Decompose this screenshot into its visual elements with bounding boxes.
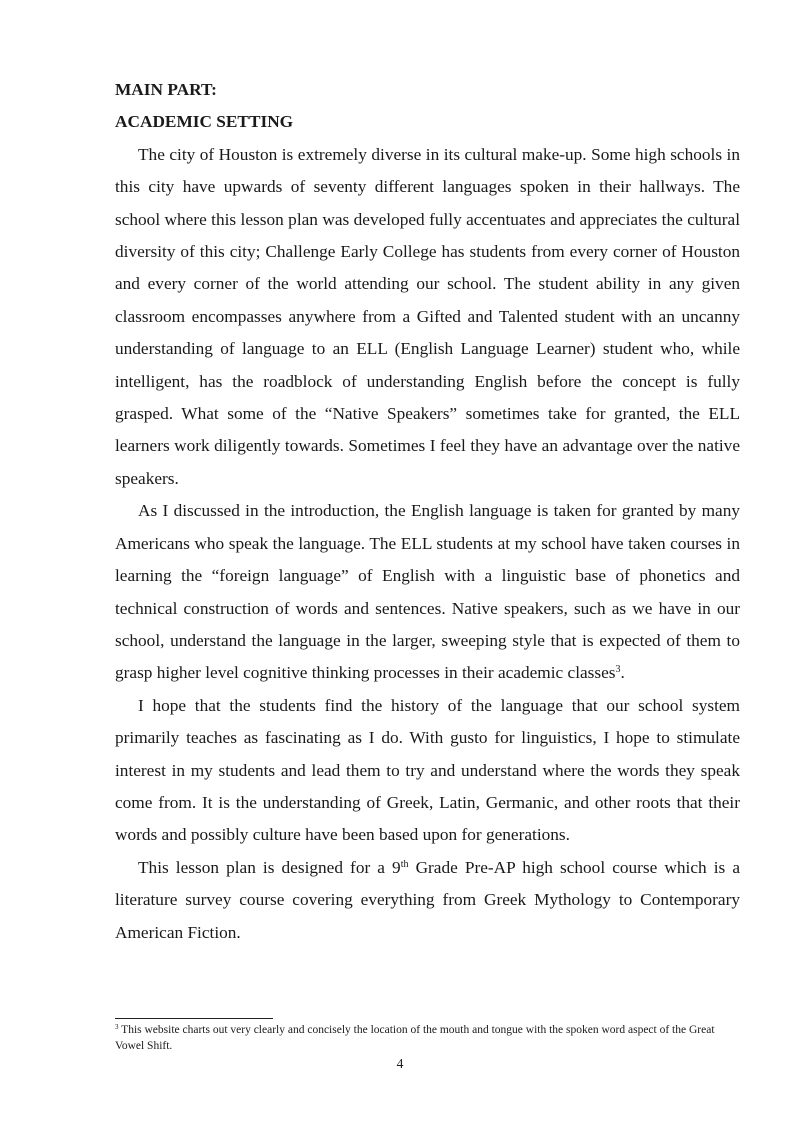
- footnote-text: This website charts out very clearly and concisely the location of the mouth and tongue with the spoken word aspect of the Great Vowel Shift.: [115, 1024, 715, 1052]
- paragraph-text-end: Grade Pre-AP high school course which is a literature survey course covering everything from Greek Mythology to Contemporary American Fiction.: [115, 857, 740, 942]
- footnote-marker: 3: [115, 1023, 119, 1031]
- main-content: [115, 74, 740, 949]
- paragraph-punctuation: .: [620, 663, 625, 683]
- footnote-separator: [115, 1018, 273, 1019]
- footnote: [115, 1023, 740, 1054]
- paragraph-history-of-language: I hope that the students find the history of the language that our school system primarily teaches as fascinating as I do. With gusto for linguistics, I hope to stimulate interest in my students and lead them to try and understand where the words they speak come from. It is the understanding of Greek, Latin, Germanic, and other roots that their words and possibly culture have been based upon for generations.: [115, 695, 740, 845]
- academic-setting-heading: ACADEMIC SETTING: [115, 112, 294, 132]
- ordinal-superscript: th: [400, 858, 409, 870]
- main-part-heading: MAIN PART:: [115, 80, 217, 99]
- paragraph-text-start: This lesson plan is designed for a 9: [138, 857, 401, 877]
- paragraph-english-taken-for-granted: [115, 495, 740, 689]
- page-number: 4: [396, 1056, 404, 1071]
- footnote-reference: 3: [615, 664, 621, 676]
- paragraph-lesson-plan-course: [115, 852, 740, 949]
- paragraph-text: As I discussed in the introduction, the English language is taken for granted by many Americans who speak the language. The ELL students at my school have taken courses in learning the “foreign language” of English with a linguistic base of phonetics and technical construction of words and sentences. Native speakers, such as we have in our school, understand the language in the larger, sweeping style that is expected of them to grasp higher level cognitive thinking processes in their academic classes: [115, 501, 740, 683]
- paragraph-houston-diversity: The city of Houston is extremely diverse in its cultural make-up. Some high schools in this city have upwards of seventy different languages spoken in their hallways. The school where this lesson plan was developed fully accentuates and appreciates the cultural diversity of this city; Challenge Early College has students from every corner of Houston and every corner of the world attending our school. The student ability in any given classroom encompasses anywhere from a Gifted and Talented student with an uncanny understanding of language to an ELL (English Language Learner) student who, while intelligent, has the roadblock of understanding English before the concept is fully grasped. What some of the “Native Speakers” sometimes take for granted, the ELL learners work diligently towards. Sometimes I feel they have an advantage over the native speakers.: [115, 144, 740, 488]
